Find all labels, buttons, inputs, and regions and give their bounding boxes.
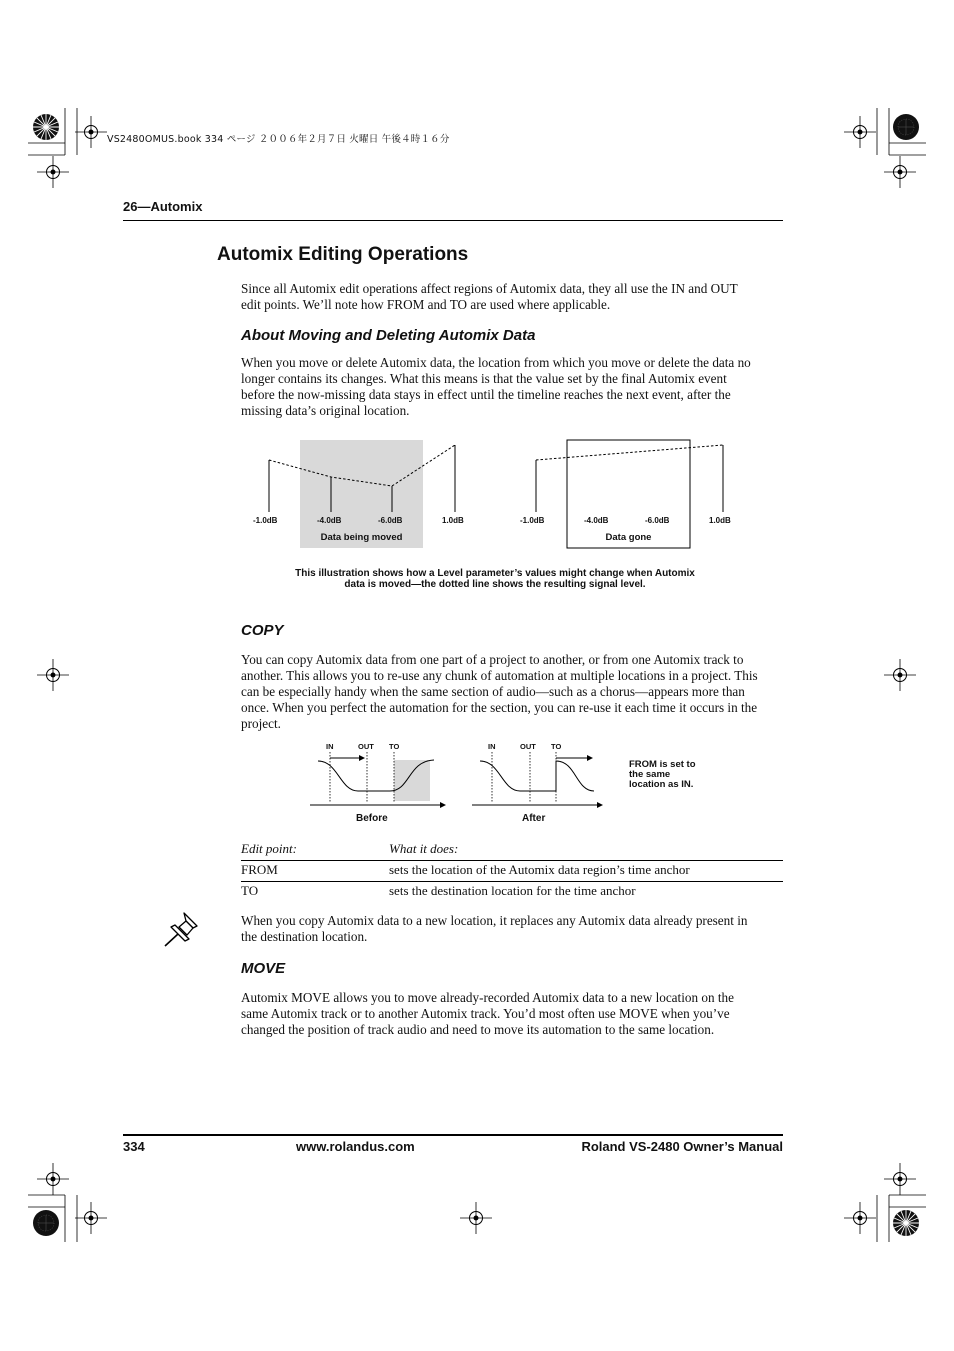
move-paragraph: Automix MOVE allows you to move already-recorded Automix data to a new location on the same Automix track or to another Automix track. You’d most often use MOVE when you’ve changed the position of track audio and need to move its automation to the same location. [241, 990, 734, 1037]
section-heading-move: MOVE [241, 960, 286, 977]
to-region-shade [394, 760, 430, 801]
value-label: -6.0dB [645, 516, 670, 525]
value-label: 1.0dB [442, 516, 464, 525]
value-label: -6.0dB [378, 516, 403, 525]
table-cell: TO [241, 883, 259, 898]
value-label: -1.0dB [520, 516, 545, 525]
value-label: 1.0dB [709, 516, 731, 525]
level-diagram [240, 436, 740, 556]
table-row [241, 881, 783, 901]
from-note-line: FROM is set to [629, 759, 696, 770]
data-being-moved-label: Data being moved [320, 532, 403, 543]
from-note [629, 760, 696, 790]
value-label: -4.0dB [584, 516, 609, 525]
to-label: TO [551, 742, 562, 751]
after-automation-curve [480, 761, 594, 791]
caption-line: data is moved—the dotted line shows the resulting signal level. [344, 579, 646, 590]
table-header-row [241, 839, 783, 859]
after-label: After [522, 813, 546, 824]
copy-paragraph: You can copy Automix data from one part of a project to another, or from one Automix track to another. This allows you to re-use any chunk of automation at multiple locations in a project. This can be especially handy when the same section of audio—such as a chorus—appears more than once. When you perfect the automation for the section, you can re-use it each time it occurs in the project. [241, 652, 758, 731]
section-heading-copy: COPY [241, 622, 284, 639]
out-label: OUT [520, 742, 536, 751]
page-number: 334 [123, 1139, 145, 1154]
figure-caption [255, 568, 735, 590]
from-note-line: location as IN. [629, 779, 694, 790]
out-label: OUT [358, 742, 374, 751]
in-label: IN [488, 742, 496, 751]
before-label: Before [356, 813, 388, 824]
data-gone-label: Data gone [605, 532, 652, 543]
caption-line: This illustration shows how a Level parameter’s values might change when Automix [295, 568, 695, 579]
table-row [241, 860, 783, 880]
table-cell: sets the location of the Automix data region’s time anchor [389, 862, 690, 877]
page-title: Automix Editing Operations [217, 244, 469, 265]
to-label: TO [389, 742, 400, 751]
intro-paragraph: Since all Automix edit operations affect regions of Automix data, they all use the IN and OUT edit points. We’ll note how FROM and TO are used where applicable. [241, 281, 738, 312]
footer-url: www.rolandus.com [296, 1139, 415, 1154]
footer-rule [123, 1134, 783, 1136]
gone-level-dotted-line [536, 445, 723, 460]
section-heading-moving: About Moving and Deleting Automix Data [241, 327, 536, 344]
note-text: When you copy Automix data to a new location, it replaces any Automix data already present in the destination location. [241, 913, 748, 944]
from-note-line: the same [629, 769, 671, 780]
table-header-cell: What it does: [389, 841, 459, 856]
pushpin-icon [162, 910, 200, 948]
value-label: -4.0dB [317, 516, 342, 525]
table-cell: sets the destination location for the time anchor [389, 883, 636, 898]
table-header-cell: Edit point: [241, 841, 297, 856]
table-cell: FROM [241, 862, 278, 877]
footer-manual-title: Roland VS-2480 Owner’s Manual [581, 1139, 783, 1154]
header-rule [123, 220, 783, 221]
moving-paragraph: When you move or delete Automix data, the location from which you move or delete the data no longer contains its changes. What this means is that the value set by the final Automix event before the now-missing data stays in effect until the timeline reaches the next event, after the missing data’s original location. [241, 355, 751, 418]
in-label: IN [326, 742, 334, 751]
value-label: -1.0dB [253, 516, 278, 525]
copy-diagram [300, 740, 720, 830]
print-info-line: VS2480OMUS.book 334 ページ ２００６年２月７日 火曜日 午後４時１６分 [107, 134, 450, 145]
running-head: 26—Automix [123, 199, 203, 214]
